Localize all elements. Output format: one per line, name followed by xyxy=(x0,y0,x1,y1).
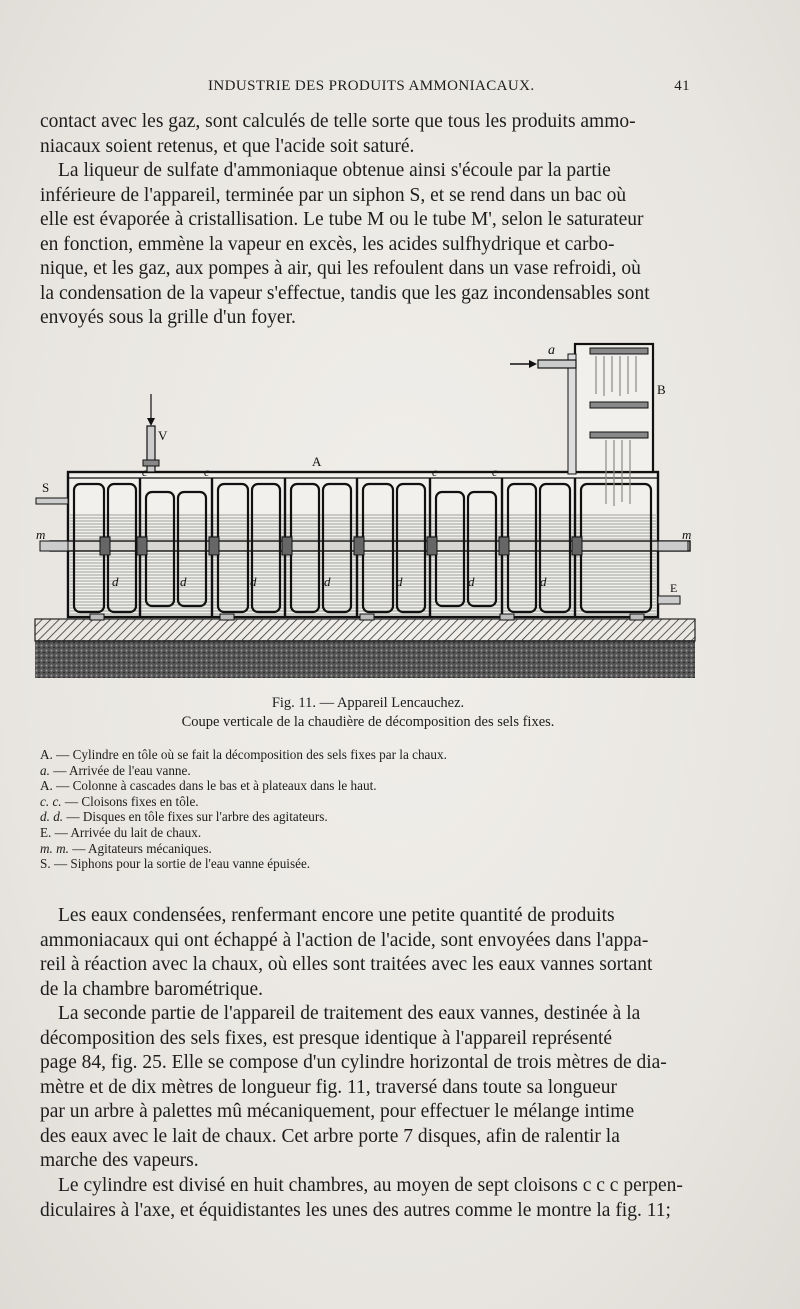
label-d: d xyxy=(180,574,187,589)
ground-hatching xyxy=(35,640,695,678)
text-line: inférieure de l'appareil, terminée par un siphon S, et se rend dans un bac où xyxy=(40,184,627,206)
label-c: c xyxy=(492,465,498,479)
page-number: 41 xyxy=(674,78,690,94)
foundation-slab xyxy=(35,619,695,641)
label-c: c xyxy=(432,465,438,479)
text-line: ammoniacaux qui ont échappé à l'action de l'acide, sont envoyées dans l'appa- xyxy=(40,929,649,951)
paragraph-intro xyxy=(40,110,696,159)
label-d: d xyxy=(540,574,547,589)
label-E: E xyxy=(670,581,678,595)
figure-caption xyxy=(40,694,696,732)
text-line: page 84, fig. 25. Elle se compose d'un cylindre horizontal de trois mètres de dia- xyxy=(40,1052,667,1073)
legend-text: — Disques en tôle fixes sur l'arbre des agitateurs. xyxy=(63,809,328,825)
legend-key: A. xyxy=(40,778,53,794)
legend-row xyxy=(40,809,660,825)
label-B: B xyxy=(657,382,666,397)
text-line: décomposition des sels fixes, est presque identique à l'appareil représenté xyxy=(40,1027,613,1049)
label-d: d xyxy=(250,574,257,589)
label-m-left: m xyxy=(36,527,46,542)
label-d: d xyxy=(324,574,331,589)
text-line: par un arbre à palettes mû mécaniquement, pour effectuer le mélange intime xyxy=(40,1101,635,1122)
text-line: nique, et les gaz, aux pompes à air, qui les refoulent dans un vase refroidi, où xyxy=(40,258,641,279)
text-line: contact avec les gaz, sont calculés de telle sorte que tous les produits ammo- xyxy=(40,111,636,132)
label-d: d xyxy=(112,574,119,589)
running-header xyxy=(40,76,690,102)
legend-row xyxy=(40,778,660,794)
text-line: marche des vapeurs. xyxy=(40,1150,199,1171)
caption-subtitle: Coupe verticale de la chaudière de décomposition des sels fixes. xyxy=(181,714,555,730)
legend-text: — Cylindre en tôle où se fait la décomposition des sels fixes par la chaux. xyxy=(52,747,447,762)
legend-key: m. m. xyxy=(40,840,69,856)
caption-title: Fig. 11. — Appareil Lencauchez. xyxy=(271,695,465,711)
paragraph-condensed-waters xyxy=(40,904,696,1002)
legend-key: a. xyxy=(40,762,50,778)
figure-legend xyxy=(40,747,660,872)
text-line: La seconde partie de l'appareil de traitement des eaux vannes, destinée à la xyxy=(58,1003,641,1024)
legend-text: — Arrivée du lait de chaux. xyxy=(51,824,202,840)
paragraph-cylinder-chambers xyxy=(40,1174,696,1223)
legend-key: c. c. xyxy=(40,793,62,809)
text-line: envoyés sous la grille d'un foyer. xyxy=(40,307,296,328)
legend-key: A. xyxy=(40,747,53,762)
apparatus-engraving xyxy=(30,334,700,684)
text-line: reil à réaction avec la chaux, où elles sont traitées avec les eaux vannes sortant xyxy=(40,954,653,975)
paragraph-second-part xyxy=(40,1002,696,1174)
legend-text: — Siphons pour la sortie de l'eau vanne épuisée. xyxy=(50,856,311,872)
paragraph-sulfate xyxy=(40,159,696,331)
water-inlet-pipe xyxy=(510,360,576,368)
text-line: Les eaux condensées, renfermant encore une petite quantité de produits xyxy=(58,905,615,926)
label-a: a xyxy=(548,343,555,358)
text-line: de la chambre barométrique. xyxy=(40,978,264,1000)
legend-row xyxy=(40,841,660,857)
legend-text: — Arrivée de l'eau vanne. xyxy=(49,762,191,778)
label-S: S xyxy=(42,480,50,495)
legend-row xyxy=(40,794,660,810)
text-line: Le cylindre est divisé en huit chambres, au moyen de sept cloisons c c c perpen- xyxy=(58,1175,683,1196)
text-line: en fonction, emmène la vapeur en excès, les acides sulfhydrique et carbo- xyxy=(40,233,615,255)
legend-text: — Agitateurs mécaniques. xyxy=(68,840,212,856)
legend-row xyxy=(40,747,660,763)
legend-row xyxy=(40,763,660,779)
legend-key: d. d. xyxy=(40,809,64,825)
text-line: elle est évaporée à cristallisation. Le tube M ou le tube M', selon le saturateur xyxy=(40,209,644,230)
label-m-right: m xyxy=(682,527,692,542)
vapour-pipe-v xyxy=(143,394,159,472)
text-line: diculaires à l'axe, et équidistantes les unes des autres comme le montre la fig. 11; xyxy=(40,1199,671,1221)
header-title: INDUSTRIE DES PRODUITS AMMONIACAUX. xyxy=(208,78,535,94)
legend-text: — Cloisons fixes en tôle. xyxy=(61,793,199,809)
legend-key: E. xyxy=(40,824,52,840)
label-A: A xyxy=(312,454,322,469)
label-d: d xyxy=(396,574,403,589)
label-d: d xyxy=(468,574,475,589)
text-line: des eaux avec le lait de chaux. Cet arbre porte 7 disques, afin de ralentir la xyxy=(40,1125,620,1147)
text-line: la condensation de la vapeur s'effectue, tandis que les gaz incondensables sont xyxy=(40,282,650,304)
label-c: c xyxy=(142,465,148,479)
text-line: mètre et de dix mètres de longueur fig. 11, traversé dans toute sa longueur xyxy=(40,1076,618,1098)
label-c: c xyxy=(204,465,210,479)
legend-text: — Colonne à cascades dans le bas et à plateaux dans le haut. xyxy=(52,778,377,794)
legend-row xyxy=(40,825,660,841)
legend-key: S. xyxy=(40,856,51,872)
legend-row xyxy=(40,856,660,872)
text-line: niacaux soient retenus, et que l'acide soit saturé. xyxy=(40,135,415,157)
text-line: La liqueur de sulfate d'ammoniaque obtenue ainsi s'écoule par la partie xyxy=(58,160,611,181)
label-V: V xyxy=(158,428,168,443)
